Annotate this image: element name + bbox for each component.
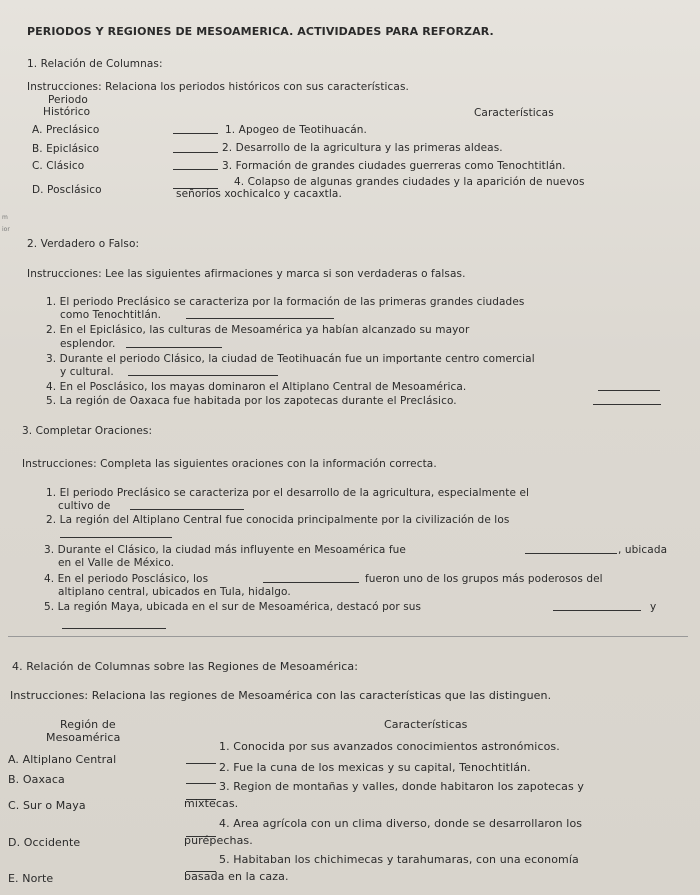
region-a: A. Altiplano Central — [8, 753, 117, 766]
worksheet-title: PERIODOS Y REGIONES DE MESOAMERICA. ACTIVIDADES PARA REFORZAR. — [27, 25, 494, 38]
section-divider — [8, 636, 688, 637]
answer-blank-2[interactable] — [173, 143, 218, 153]
region-characteristic-4: 4. Area agrícola con un clima diverso, donde se desarrollaron los — [219, 817, 583, 830]
tf-blank-4[interactable] — [598, 381, 660, 391]
complete-blank-5b[interactable] — [62, 619, 166, 629]
section1-col-right: Características — [474, 107, 554, 119]
region-e: E. Norte — [8, 872, 54, 885]
complete-item-5-and: y — [650, 601, 657, 613]
tf-item-3: 3. Durante el periodo Clásico, la ciudad de Teotihuacán fue un importante centro comercial — [46, 353, 535, 365]
margin-mark-2: ior — [2, 226, 10, 233]
region-b: B. Oaxaca — [8, 773, 65, 786]
section1-heading: 1. Relación de Columnas: — [27, 58, 163, 70]
section4-col-left-line2: Mesoamérica — [46, 731, 121, 744]
complete-item-1: 1. El periodo Preclásico se caracteriza por el desarrollo de la agricultura, especialmente el — [46, 487, 530, 499]
characteristic-4-cont: señoríos xochicalco y cacaxtla. — [176, 188, 342, 200]
tf-item-3-cont: y cultural. — [60, 366, 114, 378]
region-characteristic-5: 5. Habitaban los chichimecas y tarahumaras, con una economía — [219, 853, 579, 866]
complete-item-2: 2. La región del Altiplano Central fue conocida principalmente por la civilización de los — [46, 514, 510, 526]
region-characteristic-5-cont: basada en la caza. — [184, 870, 289, 883]
section2-instructions: Instrucciones: Lee las siguientes afirmaciones y marca si son verdaderas o falsas. — [27, 268, 466, 280]
period-b: B. Epiclásico — [32, 143, 100, 155]
characteristic-4: 4. Colapso de algunas grandes ciudades y la aparición de nuevos — [234, 176, 585, 188]
section3-heading: 3. Completar Oraciones: — [22, 425, 153, 437]
complete-item-4: 4. En el periodo Posclásico, los — [44, 573, 209, 585]
tf-blank-5[interactable] — [593, 395, 661, 405]
tf-item-2-cont: esplendor. — [60, 338, 116, 350]
tf-item-1: 1. El periodo Preclásico se caracteriza por la formación de las primeras grandes ciudades — [46, 296, 525, 308]
section1-col-left-line1: Periodo — [48, 94, 88, 106]
tf-item-2: 2. En el Epiclásico, las culturas de Mesoamérica ya habían alcanzado su mayor — [46, 324, 470, 336]
region-characteristic-2: 2. Fue la cuna de los mexicas y su capital, Tenochtitlán. — [219, 761, 531, 774]
section1-instructions: Instrucciones: Relaciona los periodos históricos con sus características. — [27, 81, 409, 93]
complete-item-1-cont: cultivo de — [58, 500, 111, 512]
region-characteristic-1: 1. Conocida por sus avanzados conocimientos astronómicos. — [219, 740, 560, 753]
characteristic-3: 3. Formación de grandes ciudades guerreras como Tenochtitlán. — [222, 160, 566, 172]
answer-blank-3[interactable] — [173, 160, 218, 170]
region-blank-1[interactable] — [186, 754, 216, 764]
complete-item-4-cont: altiplano central, ubicados en Tula, hidalgo. — [58, 586, 291, 598]
tf-blank-1[interactable] — [186, 309, 334, 319]
section3-instructions: Instrucciones: Completa las siguientes oraciones con la información correcta. — [22, 458, 437, 470]
characteristic-1: 1. Apogeo de Teotihuacán. — [225, 124, 367, 136]
region-characteristic-4-cont: purépechas. — [184, 834, 253, 847]
region-characteristic-3-cont: mixtecas. — [184, 797, 239, 810]
region-d: D. Occidente — [8, 836, 81, 849]
characteristic-2: 2. Desarrollo de la agricultura y las primeras aldeas. — [222, 142, 503, 154]
section4-instructions: Instrucciones: Relaciona las regiones de Mesoamérica con las características que las distinguen. — [10, 689, 552, 702]
region-c: C. Sur o Maya — [8, 799, 86, 812]
tf-blank-3[interactable] — [128, 366, 278, 376]
section2-heading: 2. Verdadero o Falso: — [27, 238, 140, 250]
complete-item-3-cont: en el Valle de México. — [58, 557, 175, 569]
period-d: D. Posclásico — [32, 184, 102, 196]
period-c: C. Clásico — [32, 160, 85, 172]
tf-item-1-cont: como Tenochtitlán. — [60, 309, 162, 321]
complete-blank-2[interactable] — [60, 528, 172, 538]
section4-col-right: Características — [384, 718, 468, 731]
region-characteristic-3: 3. Region de montañas y valles, donde habitaron los zapotecas y — [219, 780, 585, 793]
region-blank-2[interactable] — [186, 774, 216, 784]
complete-item-3-mid: , ubicada — [618, 544, 668, 556]
margin-mark-1: m — [2, 214, 8, 221]
complete-blank-4[interactable] — [263, 573, 359, 583]
answer-blank-1[interactable] — [173, 124, 218, 134]
section4-heading: 4. Relación de Columnas sobre las Regiones de Mesoamérica: — [12, 660, 359, 673]
tf-item-4: 4. En el Posclásico, los mayas dominaron el Altiplano Central de Mesoamérica. — [46, 381, 467, 393]
complete-blank-3[interactable] — [525, 544, 617, 554]
section1-col-left-line2: Histórico — [43, 106, 91, 118]
tf-blank-2[interactable] — [126, 338, 222, 348]
section4-col-left-line1: Región de — [60, 718, 116, 731]
complete-item-5: 5. La región Maya, ubicada en el sur de Mesoamérica, destacó por sus — [44, 601, 422, 613]
complete-item-3: 3. Durante el Clásico, la ciudad más influyente en Mesoamérica fue — [44, 544, 406, 556]
complete-blank-5a[interactable] — [553, 601, 641, 611]
tf-item-5: 5. La región de Oaxaca fue habitada por los zapotecas durante el Preclásico. — [46, 395, 457, 407]
complete-item-4-mid: fueron uno de los grupos más poderosos del — [365, 573, 603, 585]
complete-blank-1[interactable] — [130, 500, 244, 510]
period-a: A. Preclásico — [32, 124, 100, 136]
